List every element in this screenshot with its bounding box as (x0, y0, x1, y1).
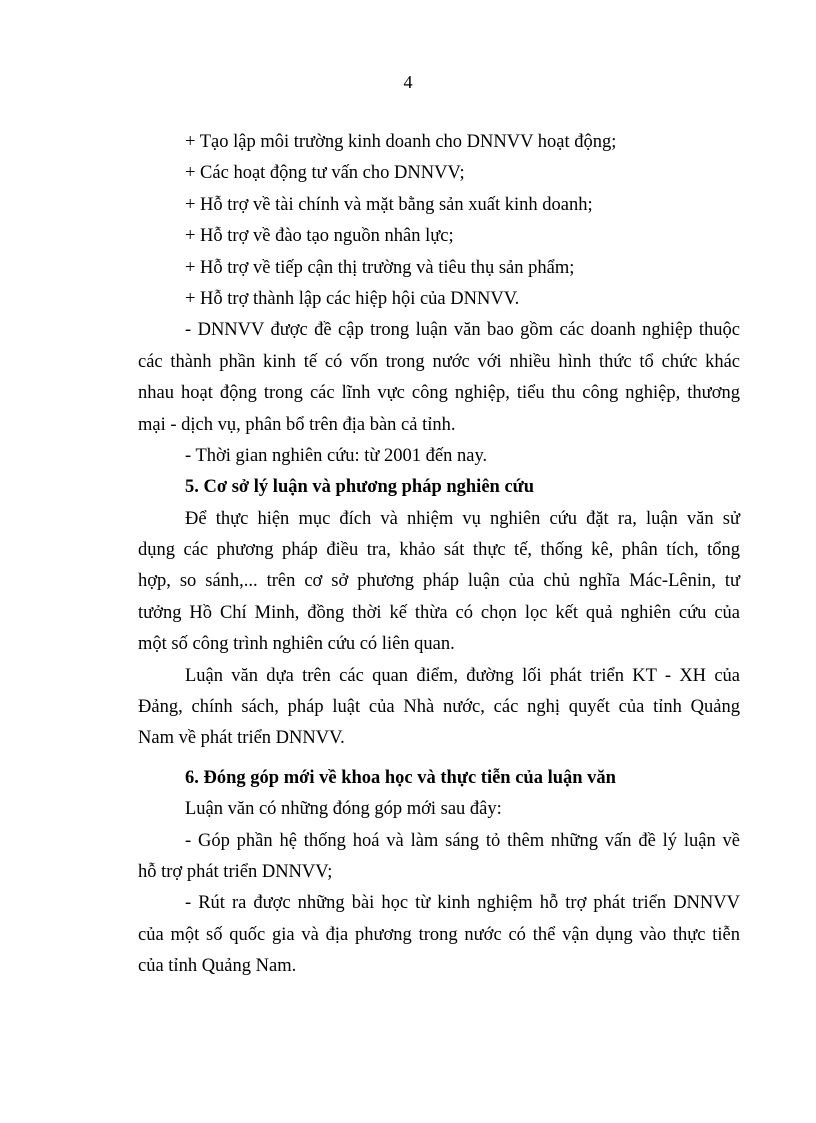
paragraph-line: các thành phần kinh tế có vốn trong nước với nhiều hình thức tổ chức khác (138, 351, 740, 372)
paragraph-line: nhau hoạt động trong các lĩnh vực công nghiệp, tiểu thu công nghiệp, thương (138, 383, 740, 404)
paragraph-line: - Góp phần hệ thống hoá và làm sáng tỏ thêm những vấn đề lý luận về (185, 830, 740, 851)
section-6-heading: 6. Đóng góp mới về khoa học và thực tiễn của luận văn (185, 767, 616, 788)
paragraph-line: của tỉnh Quảng Nam. (138, 956, 297, 977)
section-6-intro: Luận văn có những đóng góp mới sau đây: (185, 799, 502, 820)
paragraph-line: - DNNVV được đề cập trong luận văn bao gồm các doanh nghiệp thuộc (185, 320, 740, 341)
paragraph-line: Luận văn dựa trên các quan điểm, đường lối phát triển KT - XH của (185, 665, 740, 686)
time-scope: - Thời gian nghiên cứu: từ 2001 đến nay. (185, 445, 488, 466)
paragraph-line: mại - dịch vụ, phân bổ trên địa bàn cả tỉnh. (138, 414, 456, 435)
paragraph-line: dụng các phương pháp điều tra, khảo sát thực tế, thống kê, phân tích, tổng (138, 540, 740, 561)
section-5-paragraph-2 (138, 661, 740, 755)
list-item: + Hỗ trợ về tiếp cận thị trường và tiêu thụ sản phẩm; (185, 257, 575, 278)
paragraph-line: hỗ trợ phát triển DNNVV; (138, 861, 333, 882)
list-item: + Hỗ trợ về tài chính và mặt bằng sản xuất kinh doanh; (185, 194, 593, 215)
section-5-heading: 5. Cơ sở lý luận và phương pháp nghiên cứu (185, 477, 535, 498)
paragraph-line: tưởng Hồ Chí Minh, đồng thời kế thừa có chọn lọc kết quả nghiên cứu của (138, 602, 740, 623)
paragraph-line: Để thực hiện mục đích và nhiệm vụ nghiên cứu đặt ra, luận văn sử (185, 508, 740, 529)
paragraph-line: Đảng, chính sách, pháp luật của Nhà nước, các nghị quyết của tỉnh Quảng (138, 697, 740, 718)
paragraph-line: của một số quốc gia và địa phương trong nước có thể vận dụng vào thực tiễn (138, 924, 740, 945)
section-6-point-1 (138, 826, 740, 889)
list-item: + Tạo lập môi trường kinh doanh cho DNNVV hoạt động; (185, 132, 617, 152)
paragraph-line: hợp, so sánh,... trên cơ sở phương pháp luận của chủ nghĩa Mác-Lênin, tư (138, 571, 740, 592)
list-item: + Các hoạt động tư vấn cho DNNVV; (185, 163, 465, 184)
scope-paragraph (138, 315, 740, 441)
section-5-paragraph-1 (138, 504, 740, 661)
support-list (138, 127, 740, 315)
list-item: + Hỗ trợ về đào tạo nguồn nhân lực; (185, 226, 454, 247)
page-number: 4 (403, 72, 413, 92)
list-item: + Hỗ trợ thành lập các hiệp hội của DNNVV. (185, 288, 520, 309)
document-body (138, 127, 740, 983)
section-6-point-2 (138, 888, 740, 982)
paragraph-line: Nam về phát triển DNNVV. (138, 728, 345, 749)
paragraph-line: - Rút ra được những bài học từ kinh nghiệm hỗ trợ phát triển DNNVV (185, 893, 740, 914)
paragraph-line: một số công trình nghiên cứu có liên quan. (138, 634, 455, 655)
